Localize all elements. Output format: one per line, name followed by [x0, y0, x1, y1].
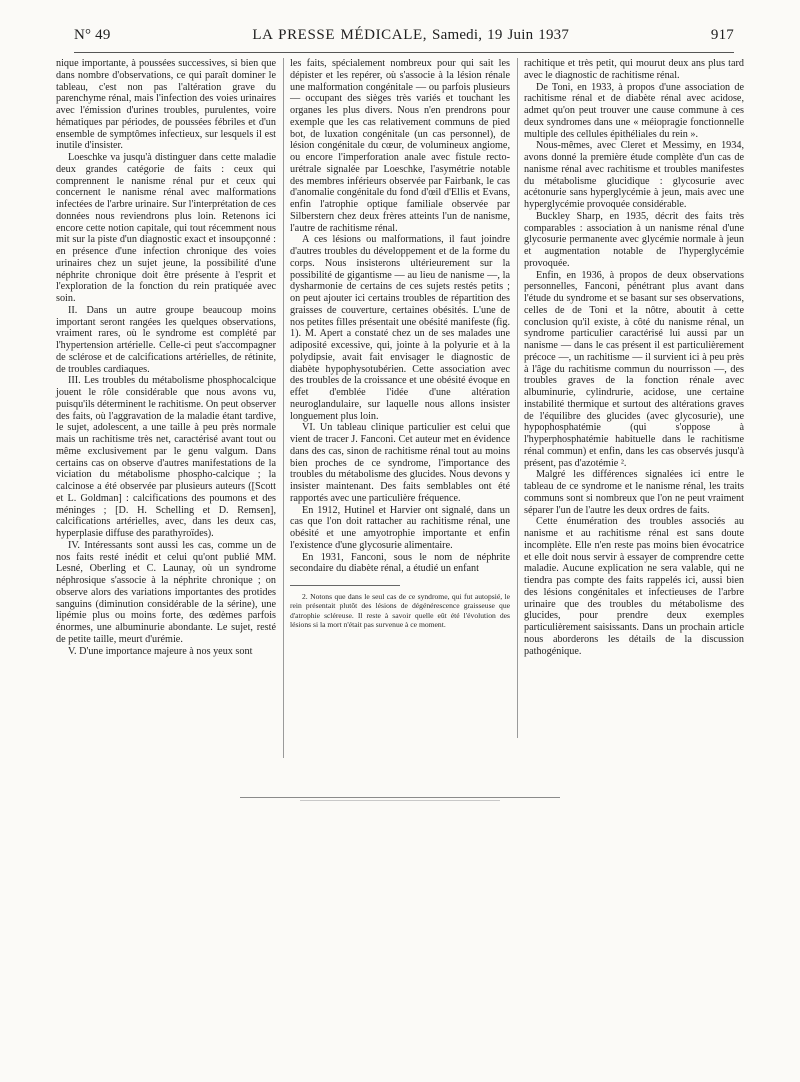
paragraph: II. Dans un autre groupe beaucoup moins important seront rangées les quelques observations, vraiment rares, où le syndrome est complété par l'hypertension artérielle. Celle-ci peut s'accompagner de sclérose et de calcifications artérielles, de rétinite, de troubles cardiaques. [56, 304, 276, 375]
journal-title: LA PRESSE MÉDICALE, [252, 27, 428, 43]
paragraph: En 1912, Hutinel et Harvier ont signalé, dans un cas que l'on doit rattacher au rachitisme rénal, une obésité et une amyotrophie importante et enfin l'existence d'une glycosurie alimentaire. [290, 504, 510, 551]
paragraph: IV. Intéressants sont aussi les cas, comme un de nos faits resté inédit et celui qu'ont publié MM. Lesné, Oberling et C. Launay, où un syndrome néphrosique s'associe à la néphrite chronique ; on observe alors des variations importantes des protides sanguins (diminution considérable de la sérine), une lipémie plus ou moins forte, des œdèmes parfois énormes, une albuminurie abondante. Le sujet, resté de petite taille, meurt d'urémie. [56, 539, 276, 645]
paragraph: V. D'une importance majeure à nos yeux sont [68, 645, 253, 657]
column-divider [283, 58, 284, 758]
column-2 [290, 58, 510, 630]
paragraph: Buckley Sharp, en 1935, décrit des faits très comparables : association à un nanisme rénal d'une glycosurie permanente avec glycémie normale à jeun et augmentation notable de l'hyperglycémie provoquée. [524, 210, 744, 269]
issue-number: N° 49 [74, 27, 111, 43]
page-header [74, 27, 734, 51]
article-columns [56, 58, 744, 758]
end-rule [240, 797, 560, 798]
paragraph: Enfin, en 1936, à propos de deux observations personnelles, Fanconi, pénétrant plus avant dans l'étude du syndrome et se basant sur ses observations, celles de de Toni et la nôtre, aboutit à cette conclusion qu'il existe, à côté du nanisme rénal, un syndrome particulier caractérisé lui aussi par un nanisme — dans le cas présent il est particulièrement précoce —, un rachitisme — il survient ici à peu près à l'âge du rachitisme commun du nourrisson —, des troubles graves de la fonction rénale avec albuminurie, cylindrurie, acidose, une certaine instabilité thermique et surtout des altérations graves de l'équilibre des glucides (avec glycosurie), une hypophosphatémie (qui s'oppose à l'hyperphosphatémie habituelle dans le rachitisme rénal commun) et enfin, dans les cas observés jusqu'à présent, pas d'azotémie ². [524, 269, 744, 469]
paragraph: Malgré les différences signalées ici entre le tableau de ce syndrome et le nanisme rénal, les traits communs sont si nombreux que l'on ne peut vraiment séparer l'un de l'autre les deux ordres de faits. [524, 469, 744, 516]
paragraph: A ces lésions ou malformations, il faut joindre d'autres troubles du développement et de la forme du corps. Nous insisterons ultérieurement sur la possibilité de gigantisme — au lieu de nanisme —, la dysharmonie de certains de ces sujets restés petits ; on peut ajouter ici certains troubles de répartition des graisses de couverture, certaines obésités. L'une de nos petites filles présentait une obésité manifeste (fig. 1). M. Apert a constaté chez un de ses malades une adiposité excessive, qui, jointe à la polyurie et à la polydipsie, avait fait envisager le diagnostic de diabète hypophysotubérien. Cette association avec des troubles de la croissance et une obésité évoque en effet d'emblée l'idée d'une altération neuroglandulaire, sur laquelle nous allons insister longuement plus loin. [290, 234, 510, 422]
paragraph: En 1931, Fanconi, sous le nom de néphrite secondaire du diabète rénal, a étudié un enfant [290, 551, 510, 575]
paragraph: les faits, spécialement nombreux pour qui sait les dépister et les repérer, où s'associe à la lésion rénale une malformation congénitale — ou parfois plusieurs — occupant des sièges très variés et touchant les organes les plus divers. Nous n'en prendrons pour exemple que les cas relativement communs de pied bot, de luxation congénitale (un cas personnel), de lésion congénitale du cœur, de volumineux angiome, ou encore l'imperforation anale avec fistule recto-urétrale signalée par Loeschke, l'asymétrie notable des membres inférieurs observée par Fairbank, le cas d'anomalie congénitale du fond d'œil d'Ellis et Evans, enfin l'atrophie optique familiale observée par Silberstern chez deux frères atteints l'un de nanisme, l'autre de rachitisme rénal. [290, 58, 510, 234]
paragraph: Loeschke va jusqu'à distinguer dans cette maladie deux grandes catégorie de faits : ceux qui comprennent le nanisme rénal pur et ceux qui concernent le nanisme rénal avec malformations infectées de l'arbre urinaire. Sur l'interprétation de ces données nous reviendrons plus loin. Retenons ici encore cette notion capitale, qui tout récemment nous mit sur la piste d'un diagnostic exact et insoupçonné : en présence d'une infection chronique des voies urinaires chez un sujet jeune, la possibilité d'une néphrite chronique doit être présente à l'esprit et l'exploration de la fonction du rein pratiquée avec soin. [56, 152, 276, 304]
column-1 [56, 58, 276, 657]
footnote-rule [290, 585, 400, 586]
paragraph: VI. Un tableau clinique particulier est celui que vient de tracer J. Fanconi. Cet auteur met en évidence dans des cas, sinon de rachitisme rénal tout au moins bien proches de ce syndrome, l'importance des troubles du métabolisme des glucides. Nous devons y insister maintenant. Des faits semblables ont été rapportés avec une particulière fréquence. [290, 422, 510, 504]
paragraph: De Toni, en 1933, à propos d'une association de rachitisme rénal et de diabète rénal avec acidose, admet qu'on peut trouver une cause commune à ces deux syndromes dans une « méiopragie fonctionnelle multiple des cellules épithéliales du rein ». [524, 81, 744, 140]
column-divider [517, 58, 518, 738]
issue-date: Samedi, 19 Juin 1937 [432, 27, 570, 43]
page-number: 917 [710, 27, 734, 43]
paragraph: III. Les troubles du métabolisme phosphocalcique jouent le rôle considérable que nous avons vu, puisqu'ils déterminent le rachitisme. On peut observer des faits, où l'aggravation de la maladie étant tardive, le sujet, adolescent, a une taille à peu près normale mais un rachitisme très net, caractérisé avant tout ou même exclusivement par le genu valgum. Dans certains cas on observe d'autres manifestations de la viciation du métabolisme phospho-calcique ; la calcinose a été observée par plusieurs auteurs ([Scott et L. Goldman] : calcifications des poumons et des méninges ; [D. H. Schelling et D. Remsen], calcifications artérielles, avec, dans les deux cas, hyperplasie diffuse des parathyroïdes). [56, 375, 276, 539]
footnote: 2. Notons que dans le seul cas de ce syndrome, qui fut autopsié, le rein présentait plutôt des lésions de dégénérescence graisseuse que d'atrophie scléreuse. Il reste à savoir quelle eût été l'évolution des lésions si la mort n'était pas survenue à ce moment. [290, 592, 510, 630]
end-rule [300, 800, 500, 801]
paragraph: Cette énumération des troubles associés au nanisme et au rachitisme rénal est sans doute incomplète. Elle n'en reste pas moins bien évocatrice et elle doit nous servir à essayer de comprendre cette maladie. Aucune explication ne sera valable, qui ne tiendra pas compte des faits rappelés ici, aussi bien des lésions congénitales et infectieuses de l'arbre urinaire que des troubles du métabolisme des glucides, pour prendre deux exemples particulièrement saisissants. Dans un prochain article nous aborderons les détails de la discussion pathogénique. [524, 516, 744, 657]
paragraph: Nous-mêmes, avec Cleret et Messimy, en 1934, avons donné la première étude complète d'un cas de nanisme rénal avec rachitisme et troubles manifestes du métabolisme glucidique : glycosurie avec acétonurie sans hyperglycémie à jeun, mais avec une hyperglycémie provoquée considérable. [524, 140, 744, 210]
masthead [252, 27, 569, 44]
header-rule [74, 52, 734, 53]
paragraph: nique importante, à poussées successives, si bien que dans nombre d'observations, ce qui paraît dominer le tableau, c'est non pas l'altération grave du parenchyme rénal, mais l'infection des voies urinaires avec l'émission d'urines troubles, purulentes, voire hématiques par périodes, de poussées fébriles et d'un ensemble de symptômes infectieux, sur lesquels il est inutile d'insister. [56, 58, 276, 152]
paragraph: rachitique et très petit, qui mourut deux ans plus tard avec le diagnostic de rachitisme rénal. [524, 58, 744, 81]
column-3 [524, 58, 744, 657]
